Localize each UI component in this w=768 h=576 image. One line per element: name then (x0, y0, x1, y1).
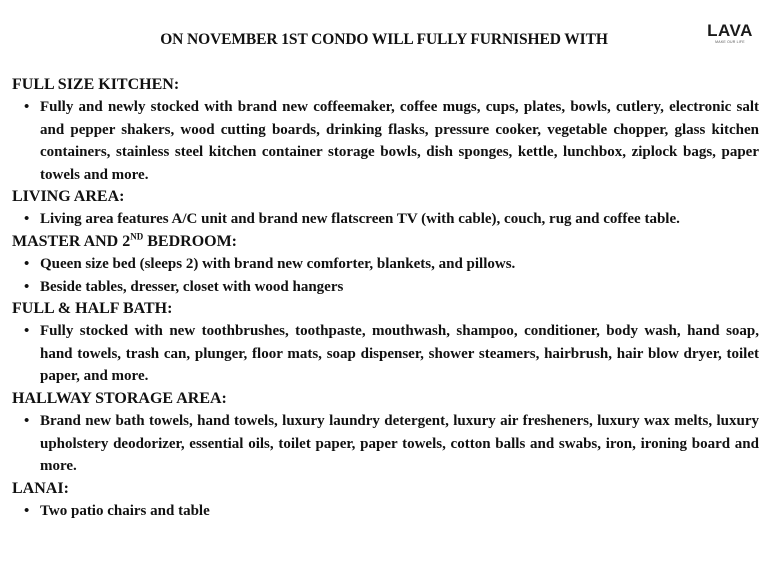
brand-logo (706, 22, 754, 45)
heading-suffix: BEDROOM: (143, 232, 238, 250)
bullet-icon: • (24, 255, 30, 272)
section-bedrooms (12, 231, 759, 298)
bullet-list (12, 96, 759, 186)
bullet-list (12, 253, 759, 298)
section-lanai (12, 478, 759, 523)
heading-prefix: MASTER AND 2 (12, 232, 131, 250)
section-heading: HALLWAY STORAGE AREA: (12, 389, 227, 407)
section-heading (12, 231, 759, 253)
bullet-list (12, 208, 759, 231)
bullet-icon: • (24, 323, 30, 340)
bullet-icon: • (24, 278, 30, 295)
list-item-text: Brand new bath towels, hand towels, luxury laundry detergent, luxury air fresheners, luxury wax melts, luxury upholstery deodorizer, essential oils, toilet paper, paper towels, cotton balls and swabs, iron, ironing board and more. (40, 412, 759, 475)
heading-ordinal-suffix: ND (130, 231, 144, 242)
bullet-list (12, 320, 759, 388)
document-body (12, 74, 759, 522)
section-heading: FULL & HALF BATH: (12, 300, 173, 318)
list-item-text: Two patio chairs and table (40, 502, 210, 519)
bullet-list (12, 410, 759, 478)
list-item (12, 276, 759, 299)
list-item (12, 500, 759, 523)
list-item (12, 253, 759, 276)
list-item-text: Living area features A/C unit and brand new flatscreen TV (with cable), couch, rug and coffee table. (40, 211, 680, 228)
list-item-text: Beside tables, dresser, closet with wood hangers (40, 278, 344, 295)
bullet-list (12, 500, 759, 523)
list-item (12, 410, 759, 478)
section-heading: LIVING AREA: (12, 188, 125, 206)
section-heading: FULL SIZE KITCHEN: (12, 76, 180, 93)
list-item (12, 320, 759, 388)
logo-tagline: MAKE OUR LIFE (715, 40, 745, 44)
bullet-icon: • (24, 412, 30, 429)
section-hallway-storage (12, 388, 759, 478)
bullet-icon: • (24, 502, 30, 519)
list-item (12, 208, 759, 231)
section-living-area (12, 186, 759, 231)
list-item (12, 96, 759, 186)
list-item-text: Fully stocked with new toothbrushes, toothpaste, mouthwash, shampoo, conditioner, body wash, hand soap, hand towels, trash can, plunger, floor mats, soap dispenser, shower steamers, hairbrush, hair blow dryer, toilet paper, and more. (40, 323, 759, 385)
section-heading: LANAI: (12, 479, 69, 497)
section-kitchen (12, 74, 759, 186)
list-item-text: Fully and newly stocked with brand new coffeemaker, coffee mugs, cups, plates, bowls, cutlery, electronic salt and pepper shakers, wood cutting boards, drinking flasks, pressure cooker, vegetable chopper, glass kitchen containers, stainless steel kitchen container storage bowls, dish sponges, kettle, lunchbox, ziplock bags, paper towels and more. (40, 99, 759, 183)
page-title: ON NOVEMBER 1ST CONDO WILL FULLY FURNISHED WITH (160, 31, 608, 48)
bullet-icon: • (24, 99, 30, 115)
logo-wordmark: LAVA (707, 21, 753, 40)
bullet-icon: • (24, 211, 30, 228)
list-item-text: Queen size bed (sleeps 2) with brand new comforter, blankets, and pillows. (40, 255, 516, 272)
section-bath (12, 298, 759, 388)
